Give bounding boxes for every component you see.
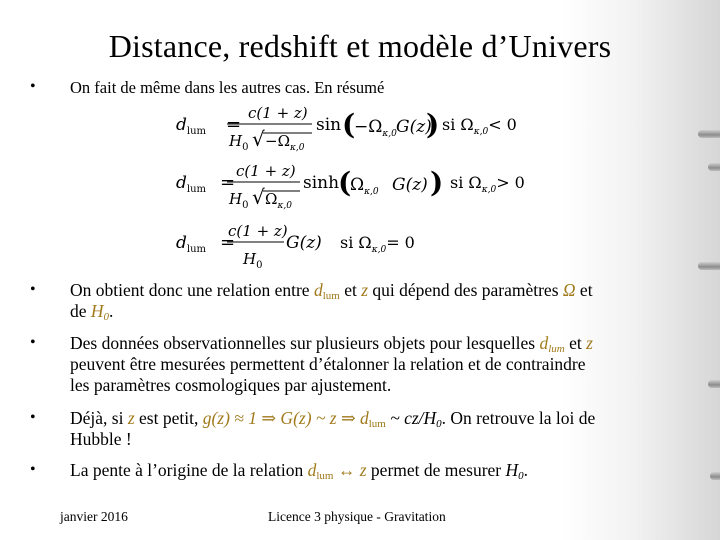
equation-flat xyxy=(176,222,415,271)
footer-course: Licence 3 physique - Gravitation xyxy=(268,509,446,524)
svg-text:c(1 + z): c(1 + z) xyxy=(228,222,288,240)
bullet-text xyxy=(70,77,384,98)
sqrt-icon: √ xyxy=(252,127,265,151)
eq-d: d xyxy=(176,115,187,135)
bullet-5: La pente à l’origine de la relation $d_{lum}$ ↔ z permet de mesurer $H_0$. xyxy=(70,460,529,482)
svg-text:=: = xyxy=(220,172,236,193)
bullet-1-text: On fait de même dans les autres cas. En résumé xyxy=(70,78,385,97)
eq-Gz: G(z) xyxy=(396,117,432,137)
eq-kappa: κ,0 xyxy=(290,143,305,153)
svg-text:Ωκ,0: $\Omega_{\kappa,0}$ xyxy=(350,175,379,197)
svg-text:=: = xyxy=(220,232,236,253)
eq-si: si xyxy=(442,115,456,134)
eq-omega: Ω xyxy=(460,115,474,134)
svg-text:H0: $H_0$ xyxy=(229,190,249,211)
eq-kappa3: κ,0 xyxy=(473,127,489,137)
eq-minus-omega2: −Ω xyxy=(354,117,383,137)
svg-text:c(1 + z): c(1 + z) xyxy=(236,162,296,180)
bullet-3: Des données observationnelles sur plusieurs objets pour lesquelles $d_{lum}$ et z peuvent être mesurées permettent d’étalonner la relation et de contraindre les paramètres cosmologiques par ajustement. xyxy=(70,333,593,395)
svg-text:si Ωκ,0> 0: si $\Omega_{\kappa,0}> 0$ xyxy=(450,173,525,195)
bullet-marker: • xyxy=(30,461,36,478)
eq-minus-omega: −Ω xyxy=(265,132,291,150)
svg-text:(: ( xyxy=(342,108,356,141)
svg-text:−Ωκ,0 xyxy=(354,117,397,139)
svg-text:dlum: $d_{lum}$ xyxy=(176,173,207,195)
bullet-4: Déjà, si z est petit, g(z) ≈ 1 ⇒ G(z) ~ z ⇒ $d_{lum}$ ~ $cz/H_0$. On retrouve la loi de Hubble ! xyxy=(70,408,596,449)
bullet-marker: • xyxy=(30,281,36,298)
bullet-2: On obtient donc une relation entre $d_{lum}$ et z qui dépend des paramètres Ω et de $H_0$. xyxy=(70,280,593,323)
svg-text:Ωκ,0: $\Omega_{\kappa,0}$ xyxy=(265,190,292,211)
svg-text:H0: $H_0$ xyxy=(243,250,263,271)
svg-text:(: ( xyxy=(338,166,352,199)
equation-sinh xyxy=(176,162,525,211)
eq-numerator: c(1 + z) xyxy=(248,104,308,122)
svg-text:=: = xyxy=(226,114,242,135)
svg-text:G(z): G(z) xyxy=(286,233,322,253)
svg-text:G(z): G(z) xyxy=(392,175,428,195)
eq-lum: lum xyxy=(186,126,207,137)
svg-text:si Ωκ,0< 0 xyxy=(442,115,517,137)
eq-H0: 0 xyxy=(242,142,249,153)
svg-text:): ) xyxy=(426,108,440,141)
equations-block xyxy=(0,100,720,270)
sqrt-icon: √ xyxy=(252,185,265,209)
eq-cond1: < 0 xyxy=(488,115,517,134)
decorative-bar xyxy=(710,472,720,480)
svg-text:H0 xyxy=(228,132,248,153)
bullet-marker: • xyxy=(30,78,36,95)
equation-sin xyxy=(176,104,517,153)
eq-cond3: = 0 xyxy=(386,233,415,252)
bullet-marker: • xyxy=(30,409,36,426)
svg-text:dlum: $d_{lum}$ xyxy=(176,233,207,255)
eq-sinh: sinh xyxy=(303,173,340,193)
eq-cond2: > 0 xyxy=(496,173,525,192)
eq-sin: sin xyxy=(316,115,342,135)
eq-H: H xyxy=(229,132,243,150)
svg-text:dlum xyxy=(176,115,207,137)
svg-text:si Ωκ,0= 0: si $\Omega_{\kappa,0}= 0$ xyxy=(340,233,415,255)
decorative-bar xyxy=(708,380,720,388)
svg-text:): ) xyxy=(430,166,444,199)
footer-date: janvier 2016 xyxy=(60,509,128,524)
bullet-marker: • xyxy=(30,334,36,351)
eq-kappa2: κ,0 xyxy=(382,129,397,139)
svg-text:−Ωκ,0 xyxy=(265,132,305,153)
slide-title: Distance, redshift et modèle d’Univers xyxy=(108,28,612,64)
